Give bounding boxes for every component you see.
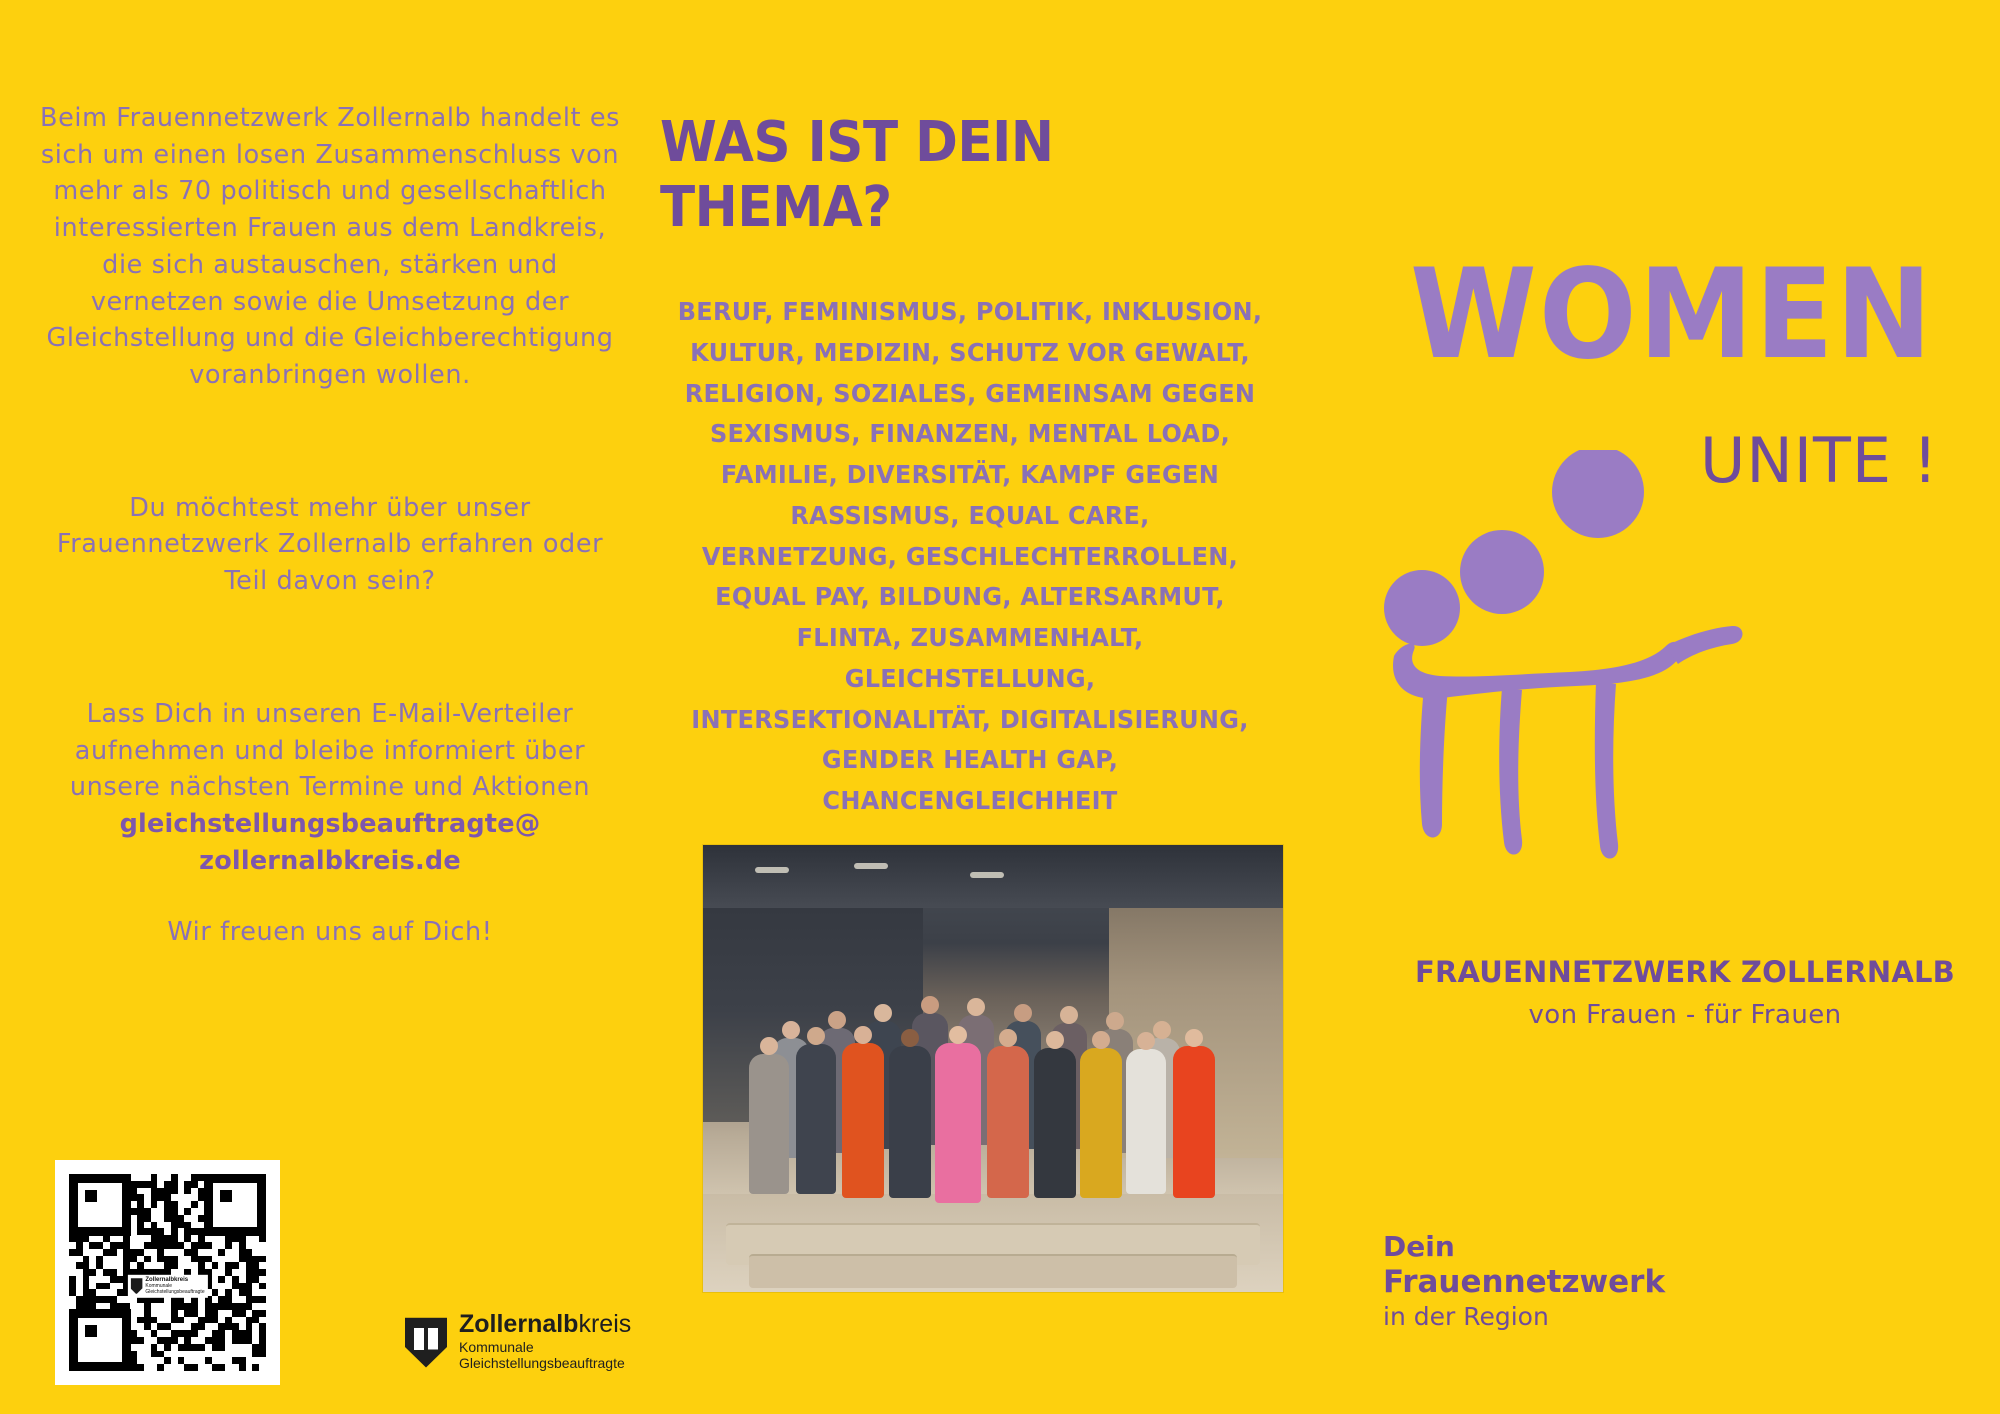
question-paragraph: Du möchtest mehr über unser Frauennetzwerk Zollernalb erfahren oder Teil davon sein?: [56, 492, 604, 597]
photo-lamp: [970, 872, 1004, 878]
logo-line-2: Kommunale: [459, 1339, 534, 1355]
photo-person-head: [999, 1029, 1017, 1047]
slogan-line-1: Dein: [1383, 1230, 1455, 1263]
slogan-block: [1383, 1230, 1665, 1332]
three-figures-icon: [1380, 450, 1780, 870]
photo-person-head: [828, 1011, 846, 1029]
qr-logo-name: Zollernalbkreis: [145, 1277, 189, 1284]
photo-person-head: [1092, 1031, 1110, 1049]
topics-line: GENDER HEALTH GAP, CHANCENGLEICHHEIT: [821, 745, 1119, 815]
photo-person-head: [760, 1037, 778, 1055]
photo-person: [1173, 1046, 1215, 1198]
shield-crenellation: [405, 1314, 447, 1323]
topics-line: SEXISMUS, FINANZEN, MENTAL LOAD,: [709, 419, 1231, 449]
topics-line: FLINTA, ZUSAMMENHALT, GLEICHSTELLUNG,: [796, 623, 1144, 693]
photo-person-head: [1153, 1021, 1171, 1039]
mailing-list-paragraph: [40, 696, 620, 880]
intro-paragraph: Beim Frauennetzwerk Zollernalb handelt es sich um einen losen Zusammenschluss von mehr als 70 politisch und gesellschaftlich interessierten Frauen aus dem Landkreis, die sich austauschen, stärken und vernetzen sowie die Umsetzung der Gleichstellung und die Gleichberechtigung voranbringen wollen.: [40, 103, 620, 391]
photo-person-head: [782, 1021, 800, 1039]
photo-person-head: [1137, 1032, 1155, 1050]
shield-icon: [130, 1278, 142, 1294]
topics-line: KULTUR, MEDIZIN, SCHUTZ VOR GEWALT,: [690, 337, 1250, 367]
photo-person-head: [1060, 1006, 1078, 1024]
topics-line: FAMILIE, DIVERSITÄT, KAMPF GEGEN: [720, 460, 1220, 489]
photo-step: [749, 1254, 1236, 1287]
topics-line: RASSISMUS, EQUAL CARE,: [790, 500, 1150, 530]
email-address-line-2[interactable]: zollernalbkreis.de: [199, 845, 461, 876]
qr-logo-line3: Gleichstellungsbeauftragte: [145, 1288, 205, 1295]
topics-list: [672, 292, 1267, 822]
topics-line: EQUAL PAY, BILDUNG, ALTERSARMUT,: [715, 582, 1225, 612]
photo-person: [987, 1046, 1029, 1198]
qr-code[interactable]: [55, 1160, 280, 1385]
photo-person-head: [1106, 1012, 1124, 1030]
photo-person: [889, 1046, 931, 1198]
organization-name: FRAUENNETZWERK ZOLLERNALB: [1415, 955, 1955, 989]
middle-column: [660, 110, 1280, 822]
photo-person: [1126, 1049, 1166, 1194]
photo-person-head: [874, 1004, 892, 1022]
logo-name-rest: kreis: [578, 1310, 632, 1338]
topics-line: VERNETZUNG, GESCHLECHTERROLLEN,: [701, 541, 1239, 571]
photo-person: [842, 1043, 884, 1198]
logo-line-3: Gleichstellungsbeauftragte: [459, 1355, 625, 1371]
photo-person-head: [1014, 1004, 1032, 1022]
photo-person: [749, 1054, 789, 1194]
photo-person: [935, 1043, 981, 1203]
photo-lamp: [854, 863, 888, 869]
photo-person-head: [949, 1026, 967, 1044]
qr-embedded-logo: [127, 1275, 207, 1297]
organization-subtitle: von Frauen - für Frauen: [1528, 1000, 1842, 1030]
slogan-line-3: in der Region: [1383, 1301, 1549, 1331]
photo-lamp: [755, 867, 789, 873]
left-text-column: [40, 100, 620, 984]
shield-icon: [405, 1314, 447, 1368]
photo-person: [796, 1044, 836, 1194]
photo-person-head: [854, 1026, 872, 1044]
photo-person: [1080, 1048, 1122, 1198]
photo-person-head: [807, 1027, 825, 1045]
photo-person-head: [967, 998, 985, 1016]
women-title: WOMEN: [1410, 242, 1934, 388]
logo-name: [459, 1310, 631, 1339]
logo-name-bold: Zollernalb: [459, 1310, 579, 1338]
topics-line: RELIGION, SOZIALES, GEMEINSAM GEGEN: [684, 378, 1256, 408]
qr-logo-text: [145, 1277, 204, 1295]
closing-paragraph: Wir freuen uns auf Dich!: [167, 916, 493, 947]
qr-finder: [69, 1309, 131, 1371]
topics-line: INTERSEKTIONALITÄT, DIGITALISIERUNG,: [691, 704, 1249, 734]
zollernalbkreis-logo: [405, 1310, 631, 1371]
qr-finder: [69, 1174, 131, 1236]
qr-finder: [204, 1174, 266, 1236]
page-title: WAS IST DEIN THEMA?: [660, 110, 1054, 240]
photo-person-head: [1185, 1029, 1203, 1047]
photo-person-head: [921, 996, 939, 1014]
unite-title: UNITE !: [1700, 424, 1939, 497]
photo-person-head: [901, 1029, 919, 1047]
qr-code-pattern: [69, 1174, 266, 1371]
group-photo: [703, 845, 1283, 1292]
slogan-line-2: Frauennetzwerk: [1383, 1264, 1666, 1301]
logo-text: [459, 1310, 631, 1371]
topics-line: BERUF, FEMINISMUS, POLITIK, INKLUSION,: [677, 297, 1263, 326]
mailing-list-text: Lass Dich in unseren E-Mail-Verteiler aufnehmen und bleibe informiert über unsere nächsten Termine und Aktionen: [69, 698, 591, 803]
qr-logo-line2: Kommunale: [145, 1282, 173, 1289]
photo-person-head: [1046, 1031, 1064, 1049]
photo-person: [1034, 1048, 1076, 1198]
email-address-line-1[interactable]: gleichstellungsbeauftragte@: [119, 809, 541, 840]
right-column: [1370, 0, 2000, 1414]
